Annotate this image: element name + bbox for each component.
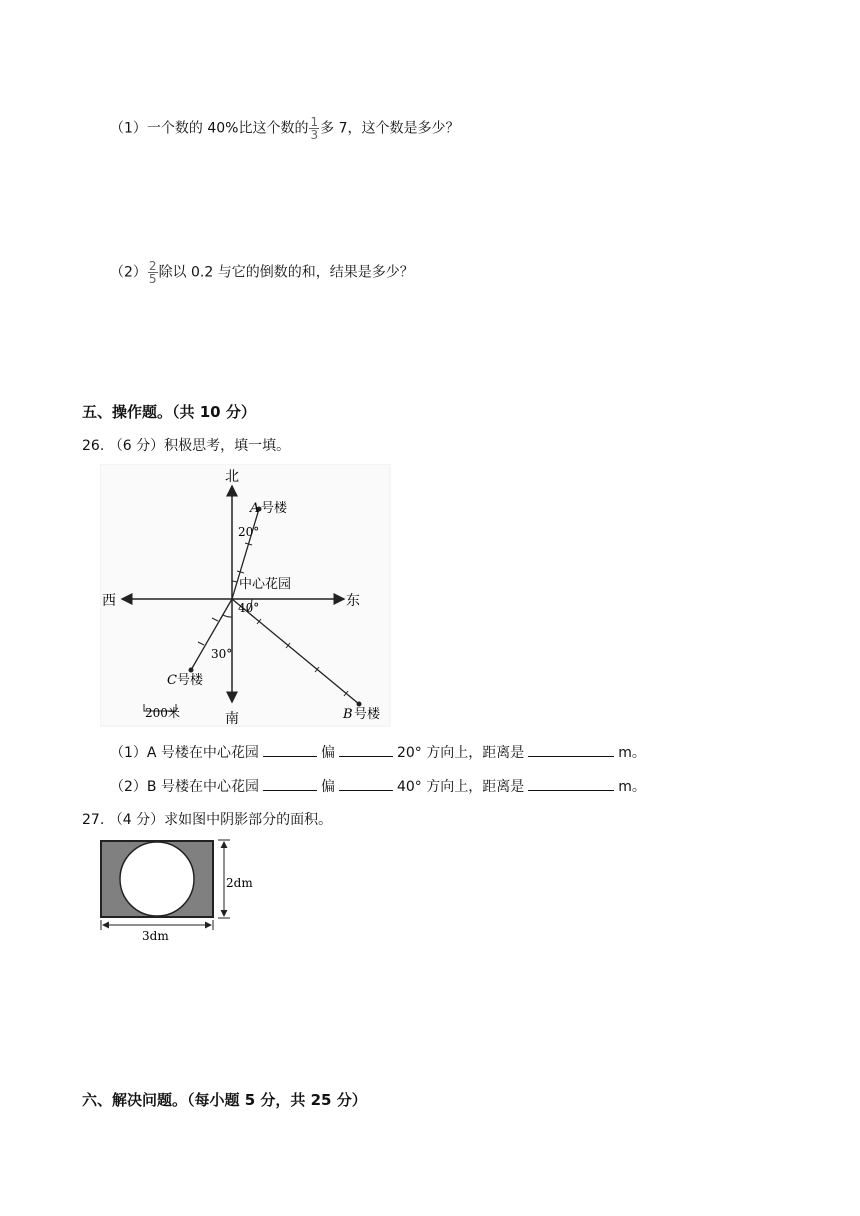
q26-line1-post: 方向上，距离是 (426, 745, 525, 761)
q27-title: 27. （4 分）求如图中阴影部分的面积。 (82, 812, 333, 828)
q26-line2-post: 方向上，距离是 (426, 779, 525, 795)
q26-line1-pre: （1）A 号楼在中心花园 (110, 745, 259, 761)
blank-b-direction-2[interactable] (339, 776, 393, 791)
blank-a-direction-1[interactable] (263, 742, 317, 757)
width-label: 3dm (142, 929, 169, 943)
q26-line2-unit: m。 (618, 779, 646, 795)
label-angle-b: 40° (238, 601, 260, 615)
fraction-one-third: $\frac{1}{3}$ (310, 115, 319, 142)
label-north: 北 (225, 469, 239, 485)
q26-line1 (110, 742, 646, 763)
section-six-title: 六、解决问题。（每小题 5 分，共 25 分） (82, 1091, 367, 1109)
label-c-suffix: 号楼 (177, 673, 204, 688)
label-angle-c: 30° (211, 647, 233, 661)
label-center: 中心花园 (239, 577, 292, 592)
label-scale: 200米 (145, 706, 180, 720)
inner-circle (120, 842, 194, 916)
q25-part1 (110, 116, 459, 141)
direction-diagram-svg (100, 464, 400, 730)
q26-line2-pre: （2）B 号楼在中心花园 (110, 779, 259, 795)
q26-line1-angle: 20° (396, 745, 422, 761)
blank-a-distance[interactable] (528, 742, 614, 757)
q25-part1-pre: （1）一个数的 40%比这个数的 (110, 120, 309, 137)
q26-line2-angle: 40° (396, 779, 422, 795)
label-a-letter: A (250, 501, 260, 516)
label-a-suffix: 号楼 (261, 501, 288, 516)
direction-diagram (100, 464, 400, 730)
q25-part2-pre: （2） (110, 264, 147, 281)
label-east: 东 (346, 593, 360, 609)
blank-b-distance[interactable] (528, 776, 614, 791)
shaded-area-figure (98, 838, 258, 944)
q26-line1-mid: 偏 (320, 745, 335, 761)
label-south: 南 (225, 711, 239, 727)
q26-line2 (110, 776, 646, 797)
blank-a-direction-2[interactable] (339, 742, 393, 757)
q26-title: 26. （6 分）积极思考，填一填。 (82, 438, 291, 454)
blank-b-direction-1[interactable] (263, 776, 317, 791)
label-b-suffix: 号楼 (354, 707, 381, 722)
q26-line2-mid: 偏 (320, 779, 335, 795)
q25-part2-post: 除以 0.2 与它的倒数的和，结果是多少？ (158, 264, 414, 281)
label-c-letter: C (167, 673, 177, 688)
fraction-two-fifths: $\frac{2}{5}$ (148, 259, 157, 286)
point-b (357, 702, 362, 707)
section-five-title: 五、操作题。（共 10 分） (82, 403, 256, 421)
label-angle-a: 20° (238, 525, 260, 539)
height-label: 2dm (226, 876, 253, 890)
q25-part1-post: 多 7，这个数是多少？ (320, 120, 460, 137)
label-west: 西 (102, 593, 116, 609)
shaded-area-svg (98, 838, 258, 944)
point-c (189, 668, 194, 673)
q26-line1-unit: m。 (618, 745, 646, 761)
q25-part2 (110, 260, 414, 285)
label-b-letter: B (343, 707, 353, 722)
